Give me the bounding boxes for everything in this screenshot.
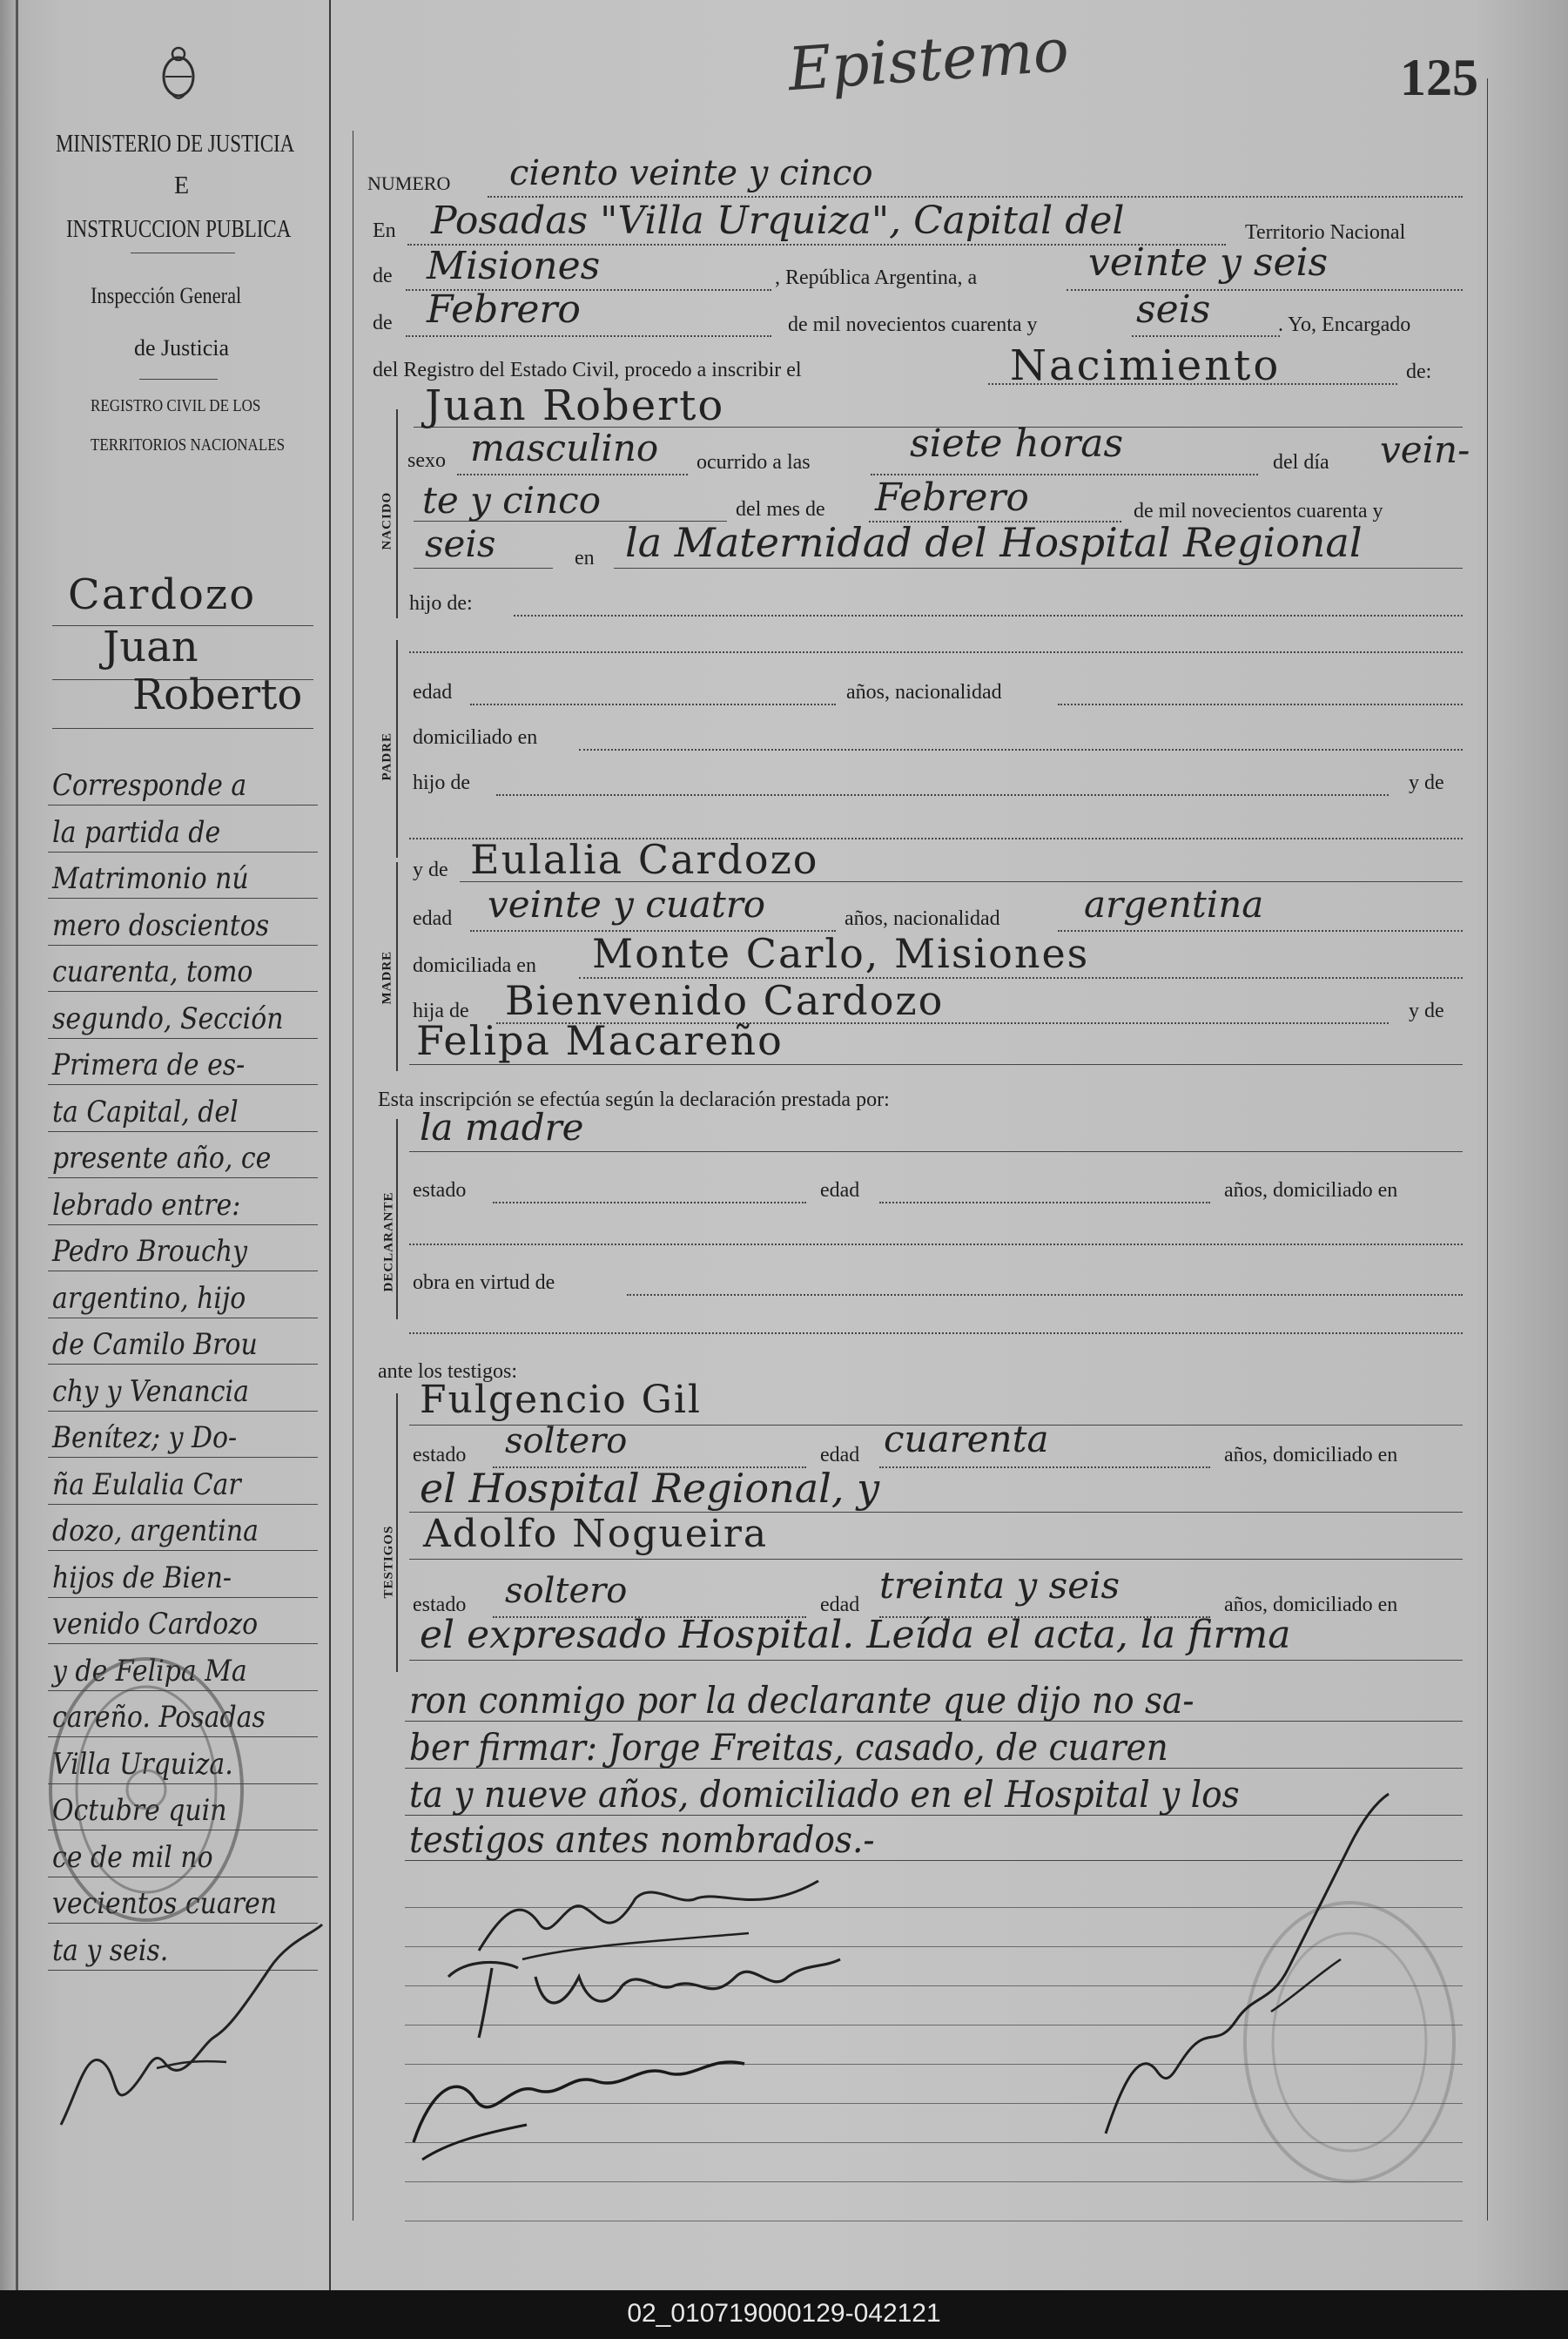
margin-note-rule — [48, 1038, 318, 1039]
margin-note-line: cuarenta, tomo — [52, 954, 253, 989]
madre-padre-value: Bienvenido Cardozo — [505, 977, 945, 1024]
padre-domicilio-label: domiciliado en — [413, 726, 538, 749]
margin-note-line: de Camilo Brou — [52, 1327, 258, 1362]
margin-note-line: Octubre quin — [52, 1793, 227, 1828]
closing-line: ta y nueve años, domiciliado en el Hospital y los — [409, 1773, 1240, 1816]
month-value: Febrero — [427, 287, 581, 332]
margin-note-line: y de Felipa Ma — [52, 1653, 247, 1689]
lugar-en-label: en — [575, 547, 595, 570]
blank-rule — [405, 2181, 1463, 2182]
t1-estado-label: estado — [413, 1444, 467, 1466]
signature-adolfo-nogueira — [396, 2038, 762, 2168]
declarante-anios-label: años, domiciliado en — [1224, 1179, 1398, 1202]
t2-edad: treinta y seis — [879, 1564, 1120, 1607]
yo-label: . Yo, Encargado — [1278, 313, 1411, 336]
madre-bracket — [396, 862, 398, 1071]
margin-note-line: Benítez; y Do- — [52, 1420, 238, 1455]
madre-edad-label: edad — [413, 907, 453, 930]
signature-fulgencio-gil — [440, 1942, 858, 2046]
padre-bracket — [396, 640, 398, 858]
mes-label: del mes de — [736, 498, 825, 521]
hora-value: siete horas — [910, 421, 1124, 466]
anio-label: de mil novecientos cuarenta y — [1134, 500, 1383, 522]
t1-estado: soltero — [505, 1421, 628, 1461]
de-label: de — [373, 265, 393, 287]
margin-note-rule — [48, 1504, 318, 1505]
margin-note-rule — [48, 1550, 318, 1551]
hijo-label: hijo de: — [409, 592, 473, 615]
margin-note-rule — [48, 852, 318, 853]
margin-note-line: careño. Posadas — [52, 1700, 266, 1735]
margin-note-rule — [48, 898, 318, 899]
margin-note-rule — [48, 1084, 318, 1085]
padre-name-line — [409, 651, 1463, 653]
year-label: de mil novecientos cuarenta y — [788, 313, 1038, 336]
sexo-line — [457, 474, 688, 475]
margin-note-rule — [48, 1643, 318, 1644]
t1-anios-label: años, domiciliado en — [1224, 1444, 1398, 1466]
t2-domicilio-line — [409, 1660, 1463, 1661]
margin-note-line: segundo, Sección — [52, 1001, 284, 1036]
t2-edad-label: edad — [820, 1594, 860, 1616]
de-value: Misiones — [427, 244, 601, 288]
padre-nac-line — [1058, 704, 1463, 705]
anio-value: seis — [425, 522, 496, 565]
hijo-line — [514, 615, 1463, 617]
lugar-line — [614, 568, 1463, 569]
margin-note-line: lebrado entre: — [52, 1187, 241, 1223]
mes-value: Febrero — [875, 475, 1029, 520]
madre-madre-line — [409, 1064, 1463, 1065]
margin-note-line: ta Capital, del — [52, 1094, 239, 1129]
dia-label: del día — [1273, 451, 1329, 474]
padre-domicilio-line — [579, 749, 1463, 751]
nacido-bracket — [396, 409, 398, 618]
madre-edad-value: veinte y cuatro — [488, 883, 766, 926]
day-value: veinte y seis — [1088, 240, 1329, 285]
madre-domicilio-label: domiciliada en — [413, 954, 536, 977]
numero-value: ciento veinte y cinco — [509, 153, 873, 193]
lugar-value: la Maternidad del Hospital Regional — [625, 519, 1363, 566]
testigos-intro: ante los testigos: — [378, 1360, 517, 1383]
t1-edad: cuarenta — [884, 1418, 1049, 1460]
t2-estado-label: estado — [413, 1594, 467, 1616]
madre-anios-label: años, nacionalidad — [845, 907, 1000, 930]
margin-note-line: Matrimonio nú — [52, 861, 249, 896]
year-line — [1132, 335, 1280, 337]
right-edge-line — [1487, 78, 1488, 2221]
margin-note-line: venido Cardozo — [52, 1607, 259, 1641]
closing-line: ber firmar: Jorge Freitas, casado, de cuaren — [409, 1726, 1168, 1769]
nacido-side-label: NACIDO — [380, 491, 394, 550]
margin-note-rule — [48, 1224, 318, 1225]
madre-y-de-label-2: y de — [1409, 1000, 1444, 1022]
republica-label: , República Argentina, a — [775, 266, 978, 289]
month-line — [406, 335, 771, 337]
anio-line — [414, 568, 553, 569]
margin-note-rule — [48, 1457, 318, 1458]
page-binding-edge — [16, 0, 18, 2290]
t1-edad-line — [879, 1466, 1210, 1468]
madre-nac-line — [1058, 930, 1463, 932]
margin-note-rule — [48, 805, 318, 806]
declarante-value-line — [409, 1151, 1463, 1152]
margin-note-rule — [48, 991, 318, 992]
margin-note-line: Primera de es- — [52, 1048, 246, 1082]
declarante-value: la madre — [420, 1106, 584, 1149]
padre-edad-label: edad — [413, 681, 453, 704]
dia-value-a: vein- — [1380, 428, 1470, 471]
margin-note-line: argentino, hijo — [52, 1280, 246, 1316]
numero-label: NUMERO — [367, 172, 451, 194]
margin-note-line: hijos de Bien- — [52, 1560, 232, 1595]
madre-nacionalidad-value: argentina — [1084, 883, 1264, 926]
t2-anios-label: años, domiciliado en — [1224, 1594, 1398, 1616]
declarante-obra-line-2 — [409, 1332, 1463, 1334]
t2-name: Adolfo Nogueira — [423, 1512, 769, 1556]
madre-y-de-label: y de — [413, 859, 448, 881]
madre-domicilio-value: Monte Carlo, Misiones — [592, 930, 1090, 977]
ministry-line-7: TERRITORIOS NACIONALES — [91, 435, 286, 455]
t2-estado: soltero — [505, 1571, 628, 1611]
year-value: seis — [1136, 287, 1211, 332]
margin-note-line: presente año, ce — [52, 1141, 272, 1176]
numero-line — [488, 196, 1463, 198]
territorio-label: Territorio Nacional — [1245, 221, 1406, 244]
margin-note-rule — [48, 1364, 318, 1365]
margin-note-line: mero doscientos — [52, 907, 270, 943]
declarante-obra-line — [627, 1294, 1463, 1296]
ministry-rule-2 — [139, 379, 218, 380]
madre-name: Eulalia Cardozo — [470, 836, 819, 883]
margin-note-line: la partida de — [52, 814, 221, 850]
de2-label: de — [373, 312, 393, 334]
page-number: 125 — [1400, 49, 1478, 106]
declarante-estado-label: estado — [413, 1179, 467, 1202]
margin-note-line: ta y seis. — [52, 1932, 169, 1968]
margin-note-line: vecientos cuaren — [52, 1886, 277, 1921]
official-seal-left — [42, 1650, 251, 1929]
registro-label: del Registro del Estado Civil, procedo a inscribir el — [373, 359, 802, 381]
declarante-edad-line — [879, 1202, 1210, 1203]
margin-note-rule — [48, 1131, 318, 1132]
margin-signature — [52, 1916, 331, 2133]
margin-surname: Cardozo — [68, 570, 257, 619]
signature-official — [1088, 1785, 1402, 2151]
document-id: 02_010719000129-042121 — [627, 2299, 941, 2328]
margin-given-1: Juan — [103, 623, 199, 671]
t2-name-line — [409, 1559, 1463, 1560]
t1-edad-label: edad — [820, 1444, 860, 1466]
declarante-obra-label: obra en virtud de — [413, 1271, 555, 1294]
margin-note-line: dozo, argentina — [52, 1513, 259, 1548]
padre-edad-line — [470, 704, 836, 705]
margin-note-line: ña Eulalia Car — [52, 1466, 241, 1502]
margin-rule — [52, 728, 313, 729]
t2-domicilio: el expresado Hospital. Leída el acta, la firma — [420, 1613, 1291, 1657]
ministry-line-1: MINISTERIO DE JUSTICIA — [56, 131, 295, 158]
margin-note-line: ce de mil no — [52, 1839, 213, 1875]
declarante-edad-label: edad — [820, 1179, 860, 1202]
margin-note-rule — [48, 1597, 318, 1598]
madre-hija-label: hija de — [413, 1000, 469, 1022]
t1-domicilio: el Hospital Regional, y — [420, 1465, 880, 1512]
closing-line: testigos antes nombrados.- — [409, 1818, 875, 1861]
ministry-line-3: INSTRUCCION PUBLICA — [66, 216, 292, 243]
declarante-estado-line — [493, 1202, 806, 1203]
padre-hijo-label: hijo de — [413, 772, 470, 794]
ministry-line-2: E — [174, 172, 190, 199]
declarante-side-label: DECLARANTE — [381, 1191, 396, 1292]
padre-y-de-label: y de — [1409, 772, 1444, 794]
sexo-value: masculino — [470, 427, 659, 469]
day-line — [1067, 289, 1463, 291]
madre-side-label: MADRE — [380, 950, 394, 1005]
top-stamp: Epistemo — [785, 16, 1072, 105]
footer-bar — [0, 2290, 1568, 2339]
padre-anios-label: años, nacionalidad — [846, 681, 1002, 704]
madre-madre-value: Felipa Macareño — [416, 1017, 784, 1064]
margin-note-line: Corresponde a — [52, 768, 247, 803]
ministry-line-4: Inspección General — [91, 283, 242, 308]
ocurrido-label: ocurrido a las — [697, 451, 811, 474]
acta-type: Nacimiento — [1010, 341, 1282, 390]
declarante-intro: Esta inscripción se efectúa según la declaración prestada por: — [378, 1089, 890, 1111]
margin-given-2: Roberto — [132, 671, 303, 719]
closing-line: ron conmigo por la declarante que dijo no sa- — [409, 1679, 1195, 1722]
margin-note-rule — [48, 1177, 318, 1178]
margin-note-line: Villa Urquiza. — [52, 1746, 233, 1782]
ministry-line-6: REGISTRO CIVIL DE LOS — [91, 396, 261, 415]
padre-hijo-line — [496, 794, 1389, 796]
en-value: Posadas "Villa Urquiza", Capital del — [431, 199, 1125, 243]
en-label: En — [373, 219, 396, 242]
margin-note-rule — [48, 1411, 318, 1412]
child-name: Juan Roberto — [425, 381, 725, 430]
margin-note-line: Pedro Brouchy — [52, 1234, 247, 1269]
t1-name: Fulgencio Gil — [420, 1378, 702, 1422]
margin-note-line: chy y Venancia — [52, 1373, 249, 1409]
declarante-domicilio-line — [409, 1244, 1463, 1245]
padre-side-label: PADRE — [380, 731, 394, 781]
de3-label: de: — [1406, 361, 1432, 383]
dia-value-b: te y cinco — [422, 479, 601, 522]
sexo-label: sexo — [407, 449, 446, 472]
testigos-side-label: TESTIGOS — [381, 1525, 396, 1599]
ministry-line-5: de Justicia — [134, 335, 230, 361]
coat-of-arms-icon — [155, 42, 202, 104]
margin-note-rule — [48, 945, 318, 946]
